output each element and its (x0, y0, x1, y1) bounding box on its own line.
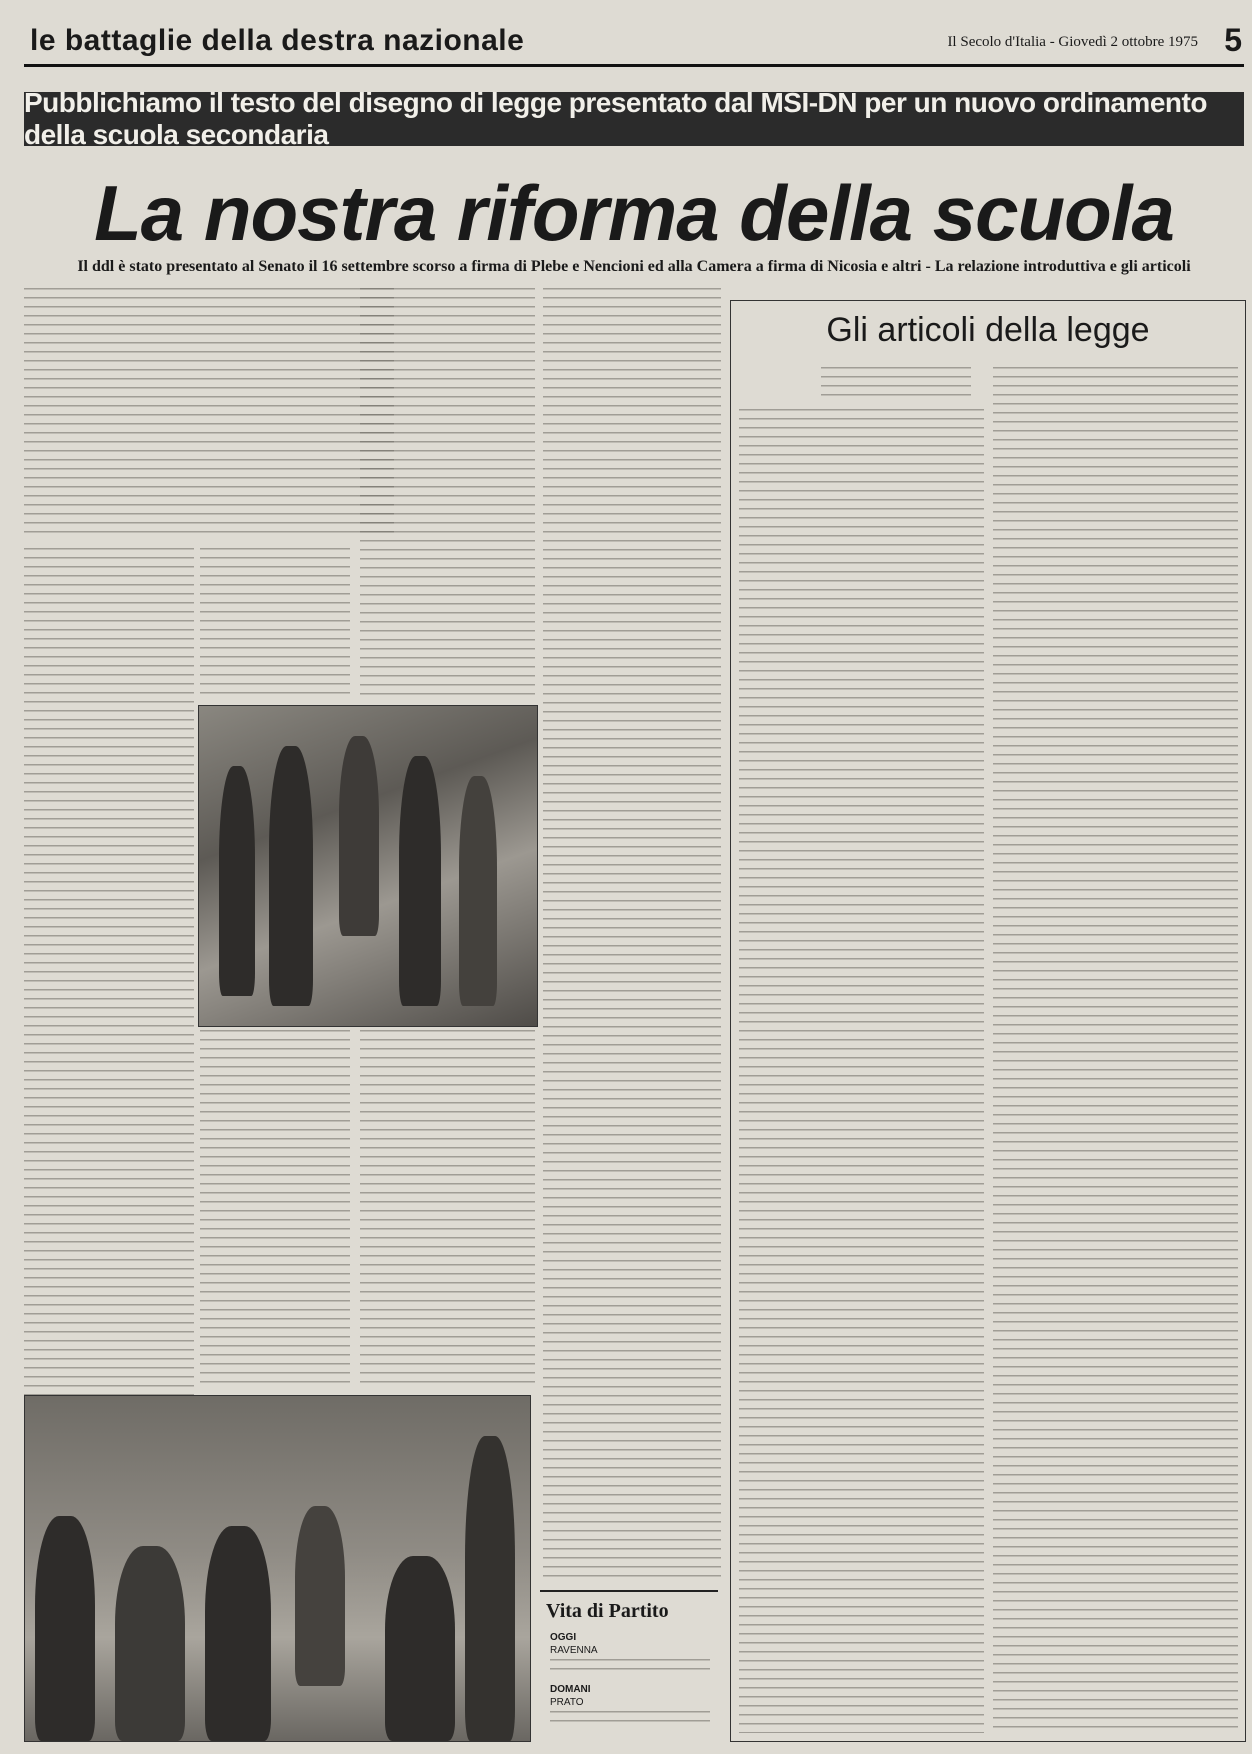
section-title: le battaglie della destra nazionale (30, 24, 525, 57)
photo-figure (399, 756, 441, 1006)
photo-figure (205, 1526, 271, 1741)
photo-figure (295, 1506, 345, 1686)
vita-prato-text (550, 1711, 710, 1729)
body-text-column-6 (360, 1030, 535, 1390)
photo-figure (385, 1556, 455, 1741)
articles-column-2 (993, 367, 1238, 1733)
vita-title: Vita di Partito (546, 1600, 669, 1622)
photo-figure (115, 1546, 185, 1741)
body-text-column-2 (200, 548, 350, 700)
vita-ravenna-text (550, 1659, 710, 1677)
page-number: 5 (1224, 22, 1242, 58)
vita-ravenna: RAVENNA (550, 1645, 598, 1656)
page-header (24, 22, 1244, 67)
body-text-column-1 (24, 548, 194, 1398)
articles-section (730, 300, 1246, 1742)
photo-figure (459, 776, 497, 1006)
photo-figure (339, 736, 379, 936)
vita-prato: PRATO (550, 1697, 584, 1708)
articles-column-1 (739, 409, 984, 1733)
articles-intro-text (821, 367, 971, 403)
photo-figure (219, 766, 255, 996)
photo-figure (465, 1436, 515, 1741)
banner: Pubblichiamo il testo del disegno di legge presentato dal MSI-DN per un nuovo ordinamento della scuola secondaria (24, 92, 1244, 146)
photo-students-group (198, 705, 538, 1027)
vita-domani-label: DOMANI (550, 1684, 591, 1695)
body-text-column-5 (200, 1030, 350, 1390)
body-text-column-3 (360, 288, 535, 700)
vita-oggi-label: OGGI (550, 1632, 577, 1643)
subhead: Il ddl è stato presentato al Senato il 16 settembre scorso a firma di Plebe e Nencioni ed alla Camera a firma di Nicosia e altri - La relazione introduttiva e gli articoli (77, 258, 1191, 275)
photo-figure (269, 746, 313, 1006)
articles-title: Gli articoli della legge (826, 311, 1150, 349)
headline: La nostra riforma della scuola (94, 169, 1174, 257)
body-text-column-4 (543, 288, 721, 1583)
photo-figure (35, 1516, 95, 1741)
dateline: Il Secolo d'Italia - Giovedì 2 ottobre 1975 (947, 34, 1198, 50)
photo-schoolchildren-street (24, 1395, 531, 1742)
vita-di-partito-box (540, 1590, 718, 1742)
intro-text-block (24, 288, 394, 536)
